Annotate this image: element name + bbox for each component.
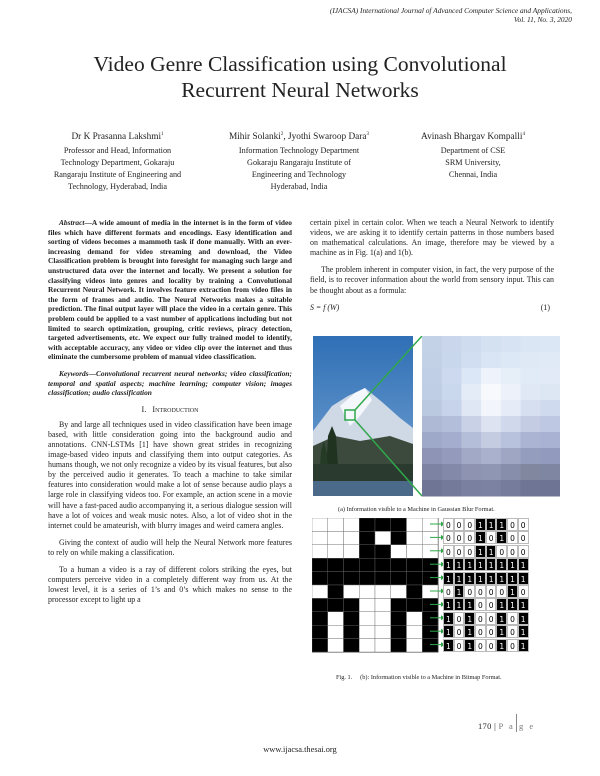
bitmap-pixel: [359, 612, 375, 625]
bit-value: 1: [507, 585, 518, 598]
bitmap-pixel: [359, 572, 375, 585]
bit-value: 1: [518, 598, 529, 611]
blur-pixel: [442, 432, 462, 449]
intro-paragraph-2: Giving the context of audio will help the Neural Network more features to rely on while making a classification.: [48, 537, 292, 557]
bitmap-pixel: [328, 518, 344, 531]
blur-pixel: [442, 368, 462, 385]
bit-value: 0: [507, 612, 518, 625]
author-name-3: Avinash Bhargav Kompalli$^4$: [421, 132, 525, 143]
blur-pixel: [461, 352, 481, 369]
blur-pixel: [521, 352, 541, 369]
bit-value: 1: [464, 598, 475, 611]
bitmap-pixel: [391, 558, 407, 571]
bitmap-pixel: [312, 639, 328, 652]
blur-pixel: [501, 368, 521, 385]
author-block-3: [398, 129, 548, 181]
bit-row: [443, 572, 550, 585]
blur-pixel: [501, 384, 521, 401]
bitmap-pixel: [344, 598, 360, 611]
paper-title-line1: Video Genre Classification using Convolutional: [93, 52, 507, 76]
author-block-2: [214, 129, 384, 193]
bitmap-pixel: [312, 518, 328, 531]
bit-value: 0: [518, 585, 529, 598]
blur-pixel: [461, 416, 481, 433]
intro-paragraph-1: By and large all techniques used in video classification have been image based, with little consideration going into the background audio and annotations. CNN-LSTMs [1] have shown great strides in recognizing image-based video inputs and classifying them into output categories. As humans though, we not only recognize a video by its visual features, but also by the perceived audio it generates. To teach a machine to take similar features into consideration would make a lot of sense because audio plays a large role in classifying videos too. For example, an action scene in a movie will have a fast-paced audio accompanying it, a serious dialogue session will have a lot of voices and weak music notes. Also, a lot of video shot in the internet could be amateurish, with blurry images and weird camera angles.: [48, 419, 292, 530]
bit-value: 1: [443, 625, 454, 638]
blur-pixel: [422, 416, 442, 433]
bit-value: 1: [518, 572, 529, 585]
bit-row: [443, 639, 550, 652]
left-column: [48, 218, 292, 612]
bitmap-pixel: [375, 639, 391, 652]
blur-pixel: [521, 400, 541, 417]
blur-pixel: [481, 416, 501, 433]
keywords: Keywords—Convolutional recurrent neural networks; video classification; temporal and spatial aspects; machine learning; computer vision; images classification; audio classification: [48, 368, 292, 398]
journal-header-line2: Vol. 11, No. 3, 2020: [513, 15, 572, 24]
blur-pixel: [442, 352, 462, 369]
blur-pixel: [481, 384, 501, 401]
bitmap-pixel: [391, 639, 407, 652]
bit-value: 1: [496, 598, 507, 611]
blur-pixel: [501, 448, 521, 465]
bitmap-pixel: [391, 531, 407, 544]
bit-value: 1: [454, 558, 465, 571]
bit-value: 0: [486, 598, 497, 611]
bit-value: 1: [464, 639, 475, 652]
bit-value: 0: [454, 531, 465, 544]
right-column: [310, 218, 554, 323]
bit-value: 1: [486, 518, 497, 531]
bitmap-pixel: [391, 598, 407, 611]
blur-pixel: [540, 416, 560, 433]
bit-value: 1: [518, 625, 529, 638]
blur-pixel: [422, 368, 442, 385]
author-affil-2-line3: Engineering and Technology: [251, 170, 347, 180]
paper-title-line2: Recurrent Neural Networks: [181, 78, 419, 102]
bit-row: [443, 598, 550, 611]
bitmap-pixel: [391, 545, 407, 558]
blur-pixel: [461, 480, 481, 497]
blur-pixel: [540, 336, 560, 353]
bitmap-pixel: [359, 545, 375, 558]
bitmap-pixel: [344, 585, 360, 598]
author-affil-3-line2: SRM University,: [445, 158, 501, 168]
blur-pixel: [481, 464, 501, 481]
bit-value: 1: [454, 572, 465, 585]
bitmap-pixel: [359, 639, 375, 652]
bitmap-pixel: [407, 572, 423, 585]
bitmap-pixel: [391, 585, 407, 598]
blur-pixel: [540, 448, 560, 465]
bit-value: 1: [496, 558, 507, 571]
bitmap-pixel: [328, 598, 344, 611]
author-affil-1-line4: Technology, Hyderabad, India: [68, 182, 167, 192]
bit-value: 1: [486, 558, 497, 571]
bitmap-pixel: [407, 585, 423, 598]
bit-value: 0: [486, 639, 497, 652]
bit-value: 1: [443, 558, 454, 571]
bit-value: 0: [443, 518, 454, 531]
blur-pixel: [422, 400, 442, 417]
author-affil-1-line2: Technology Department, Gokaraju: [60, 158, 175, 168]
blur-pixel: [461, 448, 481, 465]
bit-value: 1: [475, 518, 486, 531]
blur-pixel: [422, 384, 442, 401]
blur-pixel: [422, 448, 442, 465]
author-affil-3-line1: Department of CSE: [440, 146, 506, 156]
bit-row: [443, 518, 550, 531]
blur-pixel: [540, 400, 560, 417]
bitmap-pixel: [359, 531, 375, 544]
blur-pixel: [461, 336, 481, 353]
figure-1b-caption: Fig. 1. (b): Information visible to a Machine in Bitmap Format.: [336, 674, 502, 681]
bit-row: [443, 625, 550, 638]
bit-value: 1: [496, 625, 507, 638]
blur-pixel: [461, 368, 481, 385]
blur-pixel: [422, 352, 442, 369]
blur-pixel: [422, 336, 442, 353]
bitmap-pixel: [359, 598, 375, 611]
bit-value: 0: [486, 612, 497, 625]
blur-pixel: [540, 368, 560, 385]
bit-value: 1: [464, 625, 475, 638]
bit-value: 1: [475, 572, 486, 585]
bitmap-pixel: [407, 518, 423, 531]
bitmap-pixel: [328, 639, 344, 652]
bitmap-pixel: [312, 612, 328, 625]
bit-value: 1: [486, 545, 497, 558]
bit-value: 1: [518, 558, 529, 571]
bit-value: 1: [475, 558, 486, 571]
bit-value: 0: [518, 531, 529, 544]
bitmap-pixel: [344, 531, 360, 544]
bit-value: 0: [464, 518, 475, 531]
blur-pixel: [540, 352, 560, 369]
bit-value: 1: [496, 572, 507, 585]
bit-value: 1: [443, 572, 454, 585]
blur-pixel: [501, 336, 521, 353]
blur-pixel: [481, 336, 501, 353]
bitmap-pixel: [344, 545, 360, 558]
bitmap-pixel: [407, 531, 423, 544]
blur-pixel: [461, 432, 481, 449]
blur-pixel: [442, 416, 462, 433]
blur-pixel: [461, 464, 481, 481]
bitmap-pixel: [375, 612, 391, 625]
bitmap-pixel: [375, 558, 391, 571]
figure-1b-bitmap-image: [312, 518, 440, 654]
blur-pixel: [521, 336, 541, 353]
blur-pixel: [442, 336, 462, 353]
author-affil-1-line1: Professor and Head, Information: [63, 146, 172, 156]
bitmap-pixel: [328, 612, 344, 625]
bit-value: 0: [507, 518, 518, 531]
bit-row: [443, 531, 550, 544]
bitmap-pixel: [312, 531, 328, 544]
bit-row: [443, 612, 550, 625]
bitmap-pixel: [391, 572, 407, 585]
blur-pixel: [521, 416, 541, 433]
bit-value: 0: [507, 639, 518, 652]
blur-pixel: [442, 480, 462, 497]
bit-value: 0: [475, 598, 486, 611]
blur-pixel: [521, 432, 541, 449]
bit-value: 0: [454, 625, 465, 638]
bit-value: 1: [507, 572, 518, 585]
bit-value: 0: [454, 612, 465, 625]
blur-pixel: [481, 432, 501, 449]
blur-pixel: [442, 464, 462, 481]
formula: S = f (W) (1): [310, 302, 550, 312]
bit-value: 1: [518, 639, 529, 652]
bitmap-pixel: [375, 518, 391, 531]
bitmap-pixel: [312, 545, 328, 558]
author-name-2: Mihir Solanki$^2$, Jyothi Swaroop Dara$^3$: [228, 132, 370, 143]
bit-value: 1: [454, 585, 465, 598]
bitmap-pixel: [312, 625, 328, 638]
author-name-1: Dr K Prasanna Lakshmi$^1$: [71, 132, 164, 143]
bit-value: 0: [475, 625, 486, 638]
bit-value: 1: [443, 612, 454, 625]
blur-pixel: [521, 384, 541, 401]
bitmap-pixel: [328, 531, 344, 544]
blur-pixel: [540, 384, 560, 401]
bitmap-pixel: [407, 598, 423, 611]
bit-value: 0: [518, 545, 529, 558]
blur-pixel: [501, 480, 521, 497]
right-paragraph-2: The problem inherent in computer vision, in fact, the very purpose of the field, is to recover information about the world from sensory input. This can be thought about as a formula:: [310, 265, 554, 295]
blur-pixel: [461, 384, 481, 401]
bitmap-pixel: [375, 625, 391, 638]
blur-pixel: [540, 464, 560, 481]
bit-value: 0: [443, 545, 454, 558]
blur-pixel: [481, 352, 501, 369]
paper-title: [40, 51, 560, 103]
blur-pixel: [481, 480, 501, 497]
blur-pixel: [501, 416, 521, 433]
bit-value: 1: [443, 598, 454, 611]
figure-1a-caption: (a) Information visible to a Machine in Gaussian Blur Format.: [338, 506, 495, 513]
bitmap-pixel: [344, 558, 360, 571]
bit-value: 0: [486, 625, 497, 638]
bit-value: 1: [475, 531, 486, 544]
bit-value: 1: [464, 612, 475, 625]
bit-value: 0: [454, 639, 465, 652]
bit-value: 1: [496, 531, 507, 544]
bit-value: 0: [454, 545, 465, 558]
bit-value: 0: [464, 545, 475, 558]
bitmap-pixel: [344, 518, 360, 531]
bit-value: 1: [496, 518, 507, 531]
bit-value: 0: [486, 585, 497, 598]
blur-pixel: [501, 352, 521, 369]
bitmap-pixel: [359, 518, 375, 531]
bit-value: 0: [507, 531, 518, 544]
journal-header-line1: (IJACSA) International Journal of Advanced Computer Science and Applications,: [329, 6, 572, 15]
bit-row: [443, 558, 550, 571]
blur-pixel: [521, 448, 541, 465]
bitmap-pixel: [375, 585, 391, 598]
author-affil-2-line4: Hyderabad, India: [270, 182, 328, 192]
bitmap-pixel: [359, 625, 375, 638]
bit-value: 1: [464, 572, 475, 585]
blur-pixel: [442, 400, 462, 417]
blur-pixel: [521, 480, 541, 497]
bitmap-pixel: [359, 558, 375, 571]
bitmap-pixel: [344, 572, 360, 585]
bitmap-pixel: [328, 585, 344, 598]
bit-value: 1: [443, 639, 454, 652]
blur-pixel: [501, 432, 521, 449]
bit-value: 1: [507, 558, 518, 571]
author-affil-2-line2: Gokaraju Rangaraju Institute of: [247, 158, 351, 168]
blur-pixel: [422, 432, 442, 449]
bitmap-pixel: [344, 625, 360, 638]
bitmap-pixel: [391, 612, 407, 625]
blur-pixel: [501, 400, 521, 417]
bit-row: [443, 545, 550, 558]
bitmap-pixel: [328, 558, 344, 571]
bitmap-pixel: [312, 572, 328, 585]
blur-pixel: [540, 480, 560, 497]
bitmap-pixel: [391, 518, 407, 531]
bitmap-pixel: [407, 639, 423, 652]
bitmap-pixel: [375, 531, 391, 544]
bit-value: 1: [507, 598, 518, 611]
bit-value: 0: [443, 585, 454, 598]
blur-pixel: [540, 432, 560, 449]
blur-pixel: [422, 480, 442, 497]
bit-value: 0: [464, 531, 475, 544]
bitmap-pixel: [407, 558, 423, 571]
author-affil-2-line1: Information Technology Department: [238, 146, 360, 156]
landscape-photo: [313, 336, 413, 496]
blur-pixel: [501, 464, 521, 481]
bitmap-pixel: [407, 612, 423, 625]
bit-value: 1: [486, 572, 497, 585]
bit-value: 0: [475, 639, 486, 652]
gaussian-blur-grid: [422, 336, 560, 497]
bit-value: 0: [475, 612, 486, 625]
section-heading: I. Introduction: [141, 404, 199, 414]
footer-url: www.ijacsa.thesai.org: [263, 745, 337, 754]
bitmap-pixel: [344, 639, 360, 652]
bitmap-pixel: [375, 545, 391, 558]
bitmap-pixel: [312, 585, 328, 598]
blur-pixel: [521, 368, 541, 385]
bitmap-pixel: [312, 598, 328, 611]
bit-value: 0: [464, 585, 475, 598]
bit-value: 1: [518, 612, 529, 625]
bit-value: 0: [507, 545, 518, 558]
bit-value: 0: [496, 545, 507, 558]
bitmap-pixel: [391, 625, 407, 638]
bit-value: 0: [496, 585, 507, 598]
bit-value: 1: [496, 612, 507, 625]
bitmap-pixel: [328, 625, 344, 638]
bit-value: 1: [496, 639, 507, 652]
bitmap-pixel: [407, 625, 423, 638]
blur-pixel: [481, 368, 501, 385]
author-affil-3-line3: Chennai, India: [448, 170, 498, 180]
figure-1a: [310, 336, 560, 500]
bitmap-pixel: [312, 558, 328, 571]
bitmap-pixel: [359, 585, 375, 598]
blur-pixel: [481, 400, 501, 417]
bit-value: 1: [475, 545, 486, 558]
bit-value: 0: [486, 531, 497, 544]
bit-value: 0: [443, 531, 454, 544]
page-number: 170 | P a g e: [478, 721, 536, 731]
right-paragraph-1: certain pixel in certain color. When we teach a Neural Network to identify videos, we are asking it to identify certain patterns in those numbers based on mathematical calculations. An image, therefore may be viewed by a machine as in Fig. 1(a) and 1(b).: [310, 218, 554, 258]
abstract: Abstract—A wide amount of media in the internet is in the form of video files which have different formats and encodings. Easy identification and sorting of videos becomes a mammoth task if done manually. With an ever-increasing demand for video streaming and download, the Video Classification problem is brought into foresight for managing such large and unstructured data over the internet and locally. We present a solution for classifying videos into genres and locality by training a Convolutional Recurrent Neural Network. It involves feature extraction from video files in the form of frames and audio. The Neural Networks makes a suitable prediction. The final output layer will place the video in a certain genre. This problem could be applied to a vast number of applications including but not limited to search optimization, grouping, critic reviews, piracy detection, targeted advertisements, etc. We expect our fully trained model to identify, with acceptable accuracy, any video or video clip over the internet and thus eliminate the cumbersome problem of manual video classification.: [48, 218, 292, 362]
bit-value: 1: [464, 558, 475, 571]
bit-row: [443, 585, 550, 598]
bitmap-pixel: [375, 598, 391, 611]
bitmap-pixel: [328, 545, 344, 558]
bitmap-pixel: [375, 572, 391, 585]
blur-pixel: [481, 448, 501, 465]
bitmap-pixel: [328, 572, 344, 585]
bit-value: 0: [475, 585, 486, 598]
bit-value: 0: [507, 625, 518, 638]
bitmap-pixel: [407, 545, 423, 558]
author-block-1: [40, 129, 195, 193]
bitmap-pixel: [344, 612, 360, 625]
bit-value: 0: [518, 518, 529, 531]
blur-pixel: [461, 400, 481, 417]
bit-value: 1: [454, 598, 465, 611]
bit-value: 0: [454, 518, 465, 531]
blur-pixel: [442, 384, 462, 401]
author-affil-1-line3: Rangaraju Institute of Engineering and: [53, 170, 182, 180]
blur-pixel: [422, 464, 442, 481]
blur-pixel: [442, 448, 462, 465]
intro-paragraph-3: To a human a video is a ray of different colors striking the eyes, but computers perceive video in a completely different way from us. At the lowest level, it is a series of 1’s and 0’s which makes no sense to the processor except to light up a: [48, 565, 292, 605]
blur-pixel: [521, 464, 541, 481]
journal-header: [212, 6, 572, 24]
